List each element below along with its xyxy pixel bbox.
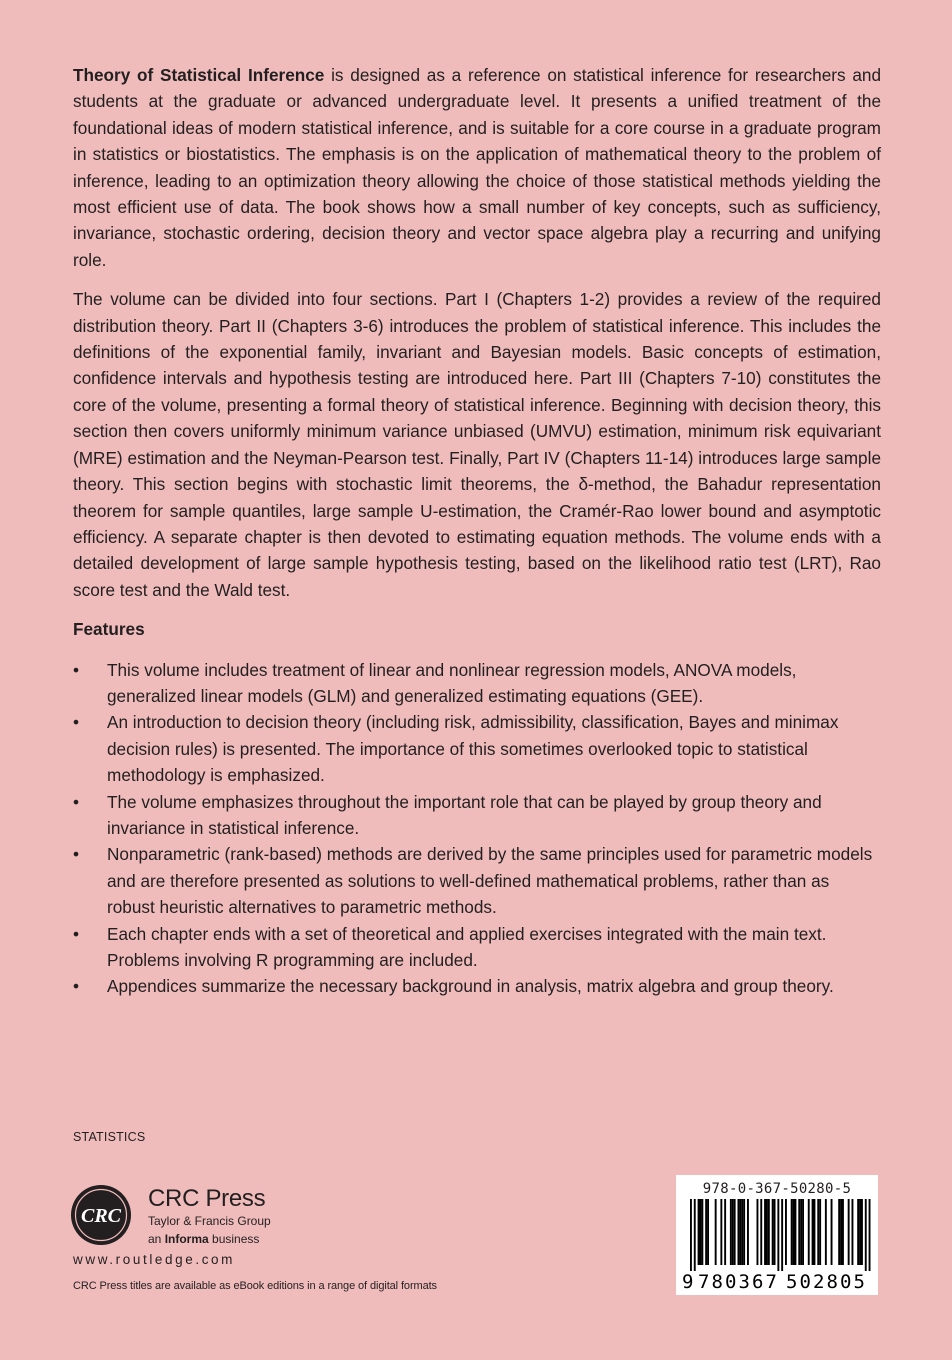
- feature-text: An introduction to decision theory (including risk, admissibility, classification, Bayes and minimax decision rules) is presented. The importance of this sometimes overlooked topic to statistical methodology is emphasized.: [107, 712, 839, 786]
- barcode-bar: [747, 1199, 749, 1265]
- barcode-bar: [791, 1199, 793, 1265]
- ean-digit: 0: [725, 1271, 737, 1293]
- bullet-icon: •: [73, 712, 80, 733]
- features-list: [73, 657, 881, 1000]
- barcode-bar: [715, 1199, 717, 1265]
- feature-item: [73, 841, 881, 920]
- barcode-bar: [831, 1199, 833, 1265]
- ean-digit: 3: [738, 1271, 750, 1293]
- publisher-website: www.routledge.com: [73, 1252, 236, 1267]
- feature-text: This volume includes treatment of linear and nonlinear regression models, ANOVA models, generalized linear models (GLM) and generalized estimating equations (GEE).: [107, 659, 797, 706]
- barcode-bar: [774, 1199, 776, 1265]
- bullet-icon: •: [73, 976, 80, 997]
- barcode-bar: [732, 1199, 734, 1265]
- barcode-bar: [857, 1199, 859, 1265]
- barcode-bar: [760, 1199, 762, 1265]
- barcode-bar: [848, 1199, 850, 1265]
- ean-digit: 8: [711, 1271, 723, 1293]
- ean-digit: 9: [682, 1271, 694, 1293]
- barcode-bar: [817, 1199, 819, 1265]
- barcode-bar: [777, 1199, 779, 1271]
- ean-digit: 7: [698, 1271, 710, 1293]
- barcode-bar: [795, 1199, 797, 1265]
- barcode-bar: [812, 1199, 814, 1265]
- barcode-bar: [798, 1199, 800, 1265]
- barcode-bar: [694, 1199, 696, 1271]
- feature-item: [73, 973, 881, 999]
- bullet-icon: •: [73, 923, 80, 944]
- description-paragraph-2: The volume can be divided into four sections. Part I (Chapters 1-2) provides a review of the required distribution theory. Part II (Chapters 3-6) introduces the problem of statistical inference. This includes the definitions of the exponential family, invariant and Bayesian models. Basic concepts of estimation, confidence intervals and hypothesis testing are introduced here. Part III (Chapters 7-10) constitutes the core of the volume, presenting a formal theory of statistical inference. Beginning with decision theory, this section then covers uniformly minimum variance unbiased (UMVU) estimation, minimum risk equivariant (MRE) estimation and the Neyman-Pearson test. Finally, Part IV (Chapters 11-14) introduces large sample theory. This section begins with stochastic limit theorems, the δ-method, the Bahadur representation theorem for sample quantiles, large sample U-estimation, the Cramér-Rao lower bound and asymptotic efficiency. A separate chapter is then devoted to estimating equation methods. The volume ends with a detailed development of large sample hypothesis testing, based on the likelihood ratio test (LRT), Rao score test and the Wald test.: [73, 289, 881, 600]
- barcode-bar: [838, 1199, 840, 1265]
- barcode-bar: [743, 1199, 745, 1265]
- barcode-bar: [861, 1199, 863, 1265]
- informa-prefix: an: [148, 1232, 165, 1246]
- barcode-bar: [840, 1199, 842, 1265]
- barcode-bar: [781, 1199, 783, 1271]
- barcode-bar: [730, 1199, 732, 1265]
- barcode-bar: [739, 1199, 741, 1265]
- barcode-bar: [700, 1199, 702, 1265]
- barcode-bar: [741, 1199, 743, 1265]
- back-cover-text: [73, 62, 881, 1000]
- barcode-bar: [852, 1199, 854, 1265]
- feature-item: [73, 657, 881, 710]
- barcode-bar: [698, 1199, 700, 1265]
- ean-digit: 5: [786, 1271, 798, 1293]
- barcode-bar: [724, 1199, 726, 1265]
- barcode-bars-icon: [682, 1199, 872, 1271]
- informa-name: Informa: [164, 1232, 209, 1246]
- barcode-bar: [869, 1199, 871, 1271]
- ean-digit: 0: [840, 1271, 852, 1293]
- crc-press-logo-icon: [70, 1184, 132, 1246]
- barcode-bar: [772, 1199, 774, 1265]
- bullet-icon: •: [73, 791, 80, 812]
- ean-digit: 7: [765, 1271, 777, 1293]
- barcode-bar: [825, 1199, 827, 1265]
- barcode-bar: [865, 1199, 867, 1271]
- feature-text: The volume emphasizes throughout the important role that can be played by group theory and invariance in statistical inference.: [107, 791, 822, 838]
- barcode-bar: [819, 1199, 821, 1265]
- ebook-availability-note: CRC Press titles are available as eBook editions in a range of digital formats: [73, 1280, 437, 1292]
- barcode-bar: [690, 1199, 692, 1271]
- barcode-bar: [859, 1199, 861, 1265]
- barcode-bar: [842, 1199, 844, 1265]
- barcode-bar: [793, 1199, 795, 1265]
- barcode-bar: [785, 1199, 787, 1265]
- informa-line: [148, 1232, 259, 1246]
- feature-item: [73, 789, 881, 842]
- feature-text: Each chapter ends with a set of theoretical and applied exercises integrated with the main text. Problems involving R programming are included.: [107, 923, 827, 970]
- barcode-bar: [768, 1199, 770, 1265]
- barcode-bar: [701, 1199, 703, 1265]
- ean-digit: 2: [813, 1271, 825, 1293]
- barcode-bar: [734, 1199, 736, 1265]
- barcode-bar: [707, 1199, 709, 1265]
- barcode-bar: [720, 1199, 722, 1265]
- feature-text: Nonparametric (rank-based) methods are derived by the same principles used for parametric models and are therefore presented as solutions to well-defined mathematical problems, rather than as robust heuristic alternatives to parametric methods.: [107, 844, 873, 918]
- publisher-name: CRC Press: [148, 1185, 266, 1212]
- barcode-bar: [705, 1199, 707, 1265]
- bullet-icon: •: [73, 659, 80, 680]
- ean-digits: [676, 1269, 878, 1293]
- barcode-bar: [766, 1199, 768, 1265]
- feature-item: [73, 709, 881, 788]
- barcode-bar: [757, 1199, 759, 1265]
- barcode-bar: [814, 1199, 816, 1265]
- description-paragraph-1: [73, 62, 881, 273]
- publisher-group: Taylor & Francis Group: [148, 1214, 271, 1228]
- barcode-bar: [802, 1199, 804, 1265]
- isbn-barcode: [676, 1175, 878, 1295]
- ean-digit: 8: [826, 1271, 838, 1293]
- barcode-bar: [808, 1199, 810, 1265]
- barcode-bar: [764, 1199, 766, 1265]
- barcode-bar: [800, 1199, 802, 1265]
- ean-digit: 6: [752, 1271, 764, 1293]
- book-title: Theory of Statistical Inference: [73, 65, 325, 85]
- feature-item: [73, 921, 881, 974]
- description-intro: is designed as a reference on statistical inference for researchers and students at the graduate or advanced undergraduate level. It presents a unified treatment of the foundational ideas of modern statistical inference, and is suitable for a core course in a graduate program in statistics or biostatistics. The emphasis is on the application of mathematical theory to the problem of inference, leading to an optimization theory allowing the choice of those statistical methods yielding the most efficient use of data. The book shows how a small number of key concepts, such as sufficiency, invariance, stochastic ordering, decision theory and vector space algebra play a recurring and unifying role.: [73, 65, 882, 270]
- bullet-icon: •: [73, 844, 80, 865]
- feature-text: Appendices summarize the necessary background in analysis, matrix algebra and group theory.: [107, 976, 834, 997]
- subject-category: STATISTICS: [73, 1130, 146, 1144]
- informa-suffix: business: [208, 1232, 260, 1246]
- isbn-number: 978-0-367-50280-5: [702, 1181, 852, 1197]
- features-heading: Features: [73, 619, 145, 640]
- barcode-bar: [738, 1199, 740, 1265]
- ean-digit: 5: [853, 1271, 865, 1293]
- logo-text: CRC: [80, 1205, 122, 1227]
- ean-digit: 0: [799, 1271, 811, 1293]
